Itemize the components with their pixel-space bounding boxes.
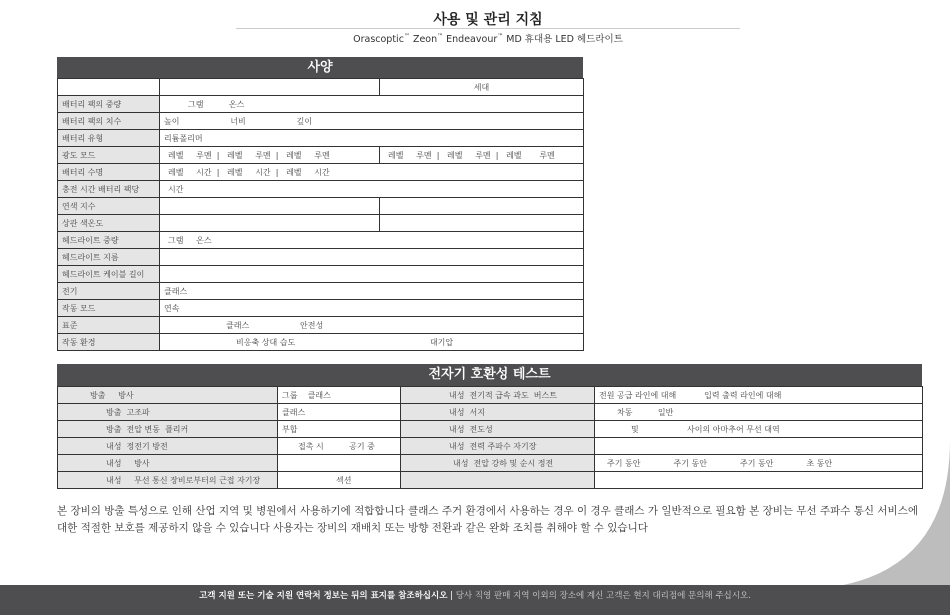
spec-generation-blank [160, 79, 380, 96]
emc-test-value: 차동 일반 [595, 404, 923, 421]
emc-header: 전자기 호환성 테스트 [57, 364, 922, 386]
emc-test-label: 내성 방사 [58, 455, 278, 472]
subtitle-description: MD 휴대용 LED 헤드라이트 [503, 34, 623, 45]
spec-row [58, 283, 584, 300]
trademark-mark: ™ [437, 32, 444, 40]
spec-value: 시간 [160, 181, 584, 198]
spec-row [58, 96, 584, 113]
footer-dealer-text: 당사 직영 판매 지역 이외의 장소에 계신 고객은 현지 대리점에 문의해 주십시오. [455, 591, 751, 601]
trademark-mark: ™ [497, 32, 504, 40]
emc-test-value: 그룹 클래스 [278, 387, 401, 404]
spec-row [58, 334, 584, 351]
subtitle-model-endeavour: Endeavour [443, 34, 498, 45]
spec-value: 비응축 상대 습도 대기압 [160, 334, 584, 351]
spec-label: 헤드라이트 지름 [58, 249, 160, 266]
spec-header: 사양 [57, 57, 583, 78]
emc-test-label: 방출 방사 [58, 387, 278, 404]
footer-decorative-curve [790, 440, 950, 600]
emc-test-value: 접촉 시 공기 중 [278, 438, 401, 455]
spec-row [58, 266, 584, 283]
spec-value: 클래스 안전성 [160, 317, 584, 334]
spec-value: 레벨 루멘 | 레벨 루멘 | 레벨 루멘 [160, 147, 380, 164]
product-subtitle [0, 31, 950, 45]
emc-test-label: 내성 정전기 방전 [58, 438, 278, 455]
spec-row [58, 130, 584, 147]
spec-value: 리튬폴리머 [160, 130, 584, 147]
spec-label: 상관 색온도 [58, 215, 160, 232]
spec-label: 연색 지수 [58, 198, 160, 215]
page-title: 사용 및 관리 지침 [433, 12, 543, 28]
spec-row [58, 232, 584, 249]
spec-value: 레벨 루멘 | 레벨 루멘 | 레벨 루멘 [380, 147, 584, 164]
emc-test-label: 방출 고조파 [58, 404, 278, 421]
emc-test-label [401, 472, 595, 489]
spec-corner-cell [58, 79, 160, 96]
spec-value [380, 198, 584, 215]
spec-value [160, 198, 380, 215]
emc-test-value: 부합 [278, 421, 401, 438]
spec-row [58, 164, 584, 181]
emc-test-label: 내성 전압 강하 및 순시 정전 [401, 455, 595, 472]
emc-row [58, 387, 923, 404]
support-footer [0, 585, 950, 615]
spec-label: 배터리 팩의 중량 [58, 96, 160, 113]
spec-label: 배터리 유형 [58, 130, 160, 147]
emc-row [58, 404, 923, 421]
emc-test-label: 방출 전압 변동 플리커 [58, 421, 278, 438]
spec-row [58, 215, 584, 232]
emc-test-label: 내성 전기적 급속 과도 버스트 [401, 387, 595, 404]
emc-test-label: 내성 전도성 [401, 421, 595, 438]
spec-label: 광도 모드 [58, 147, 160, 164]
footer-separator: | [447, 591, 456, 601]
subtitle-brand: Orascoptic [353, 34, 404, 45]
emc-test-value: 및 사이의 아마추어 무선 대역 [595, 421, 923, 438]
emc-test-value [278, 455, 401, 472]
spec-label: 배터리 수명 [58, 164, 160, 181]
spec-label: 배터리 팩의 치수 [58, 113, 160, 130]
spec-row [58, 300, 584, 317]
spec-label: 전기 [58, 283, 160, 300]
spec-value [160, 249, 584, 266]
emc-test-value: 주기 동안 주기 동안 주기 동안 초 동안 [595, 455, 923, 472]
spec-table [57, 78, 584, 351]
trademark-mark: ™ [403, 32, 410, 40]
emc-row [58, 421, 923, 438]
spec-label: 작동 환경 [58, 334, 160, 351]
spec-value: 클래스 [160, 283, 584, 300]
spec-label: 헤드라이트 중량 [58, 232, 160, 249]
spec-value: 연속 [160, 300, 584, 317]
title-divider [236, 28, 740, 29]
spec-label: 헤드라이트 케이블 길이 [58, 266, 160, 283]
emc-test-value: 전원 공급 라인에 대해 입력 출력 라인에 대해 [595, 387, 923, 404]
emc-test-value: 클래스 [278, 404, 401, 421]
spec-generation-label: 세대 [380, 79, 584, 96]
spec-label: 표준 [58, 317, 160, 334]
spec-value: 그램 온스 [160, 232, 584, 249]
spec-row [58, 317, 584, 334]
spec-label: 작동 모드 [58, 300, 160, 317]
emc-note: 본 장비의 방출 특성으로 인해 산업 지역 및 병원에서 사용하기에 적합합니다 클래스 주거 환경에서 사용하는 경우 이 경우 클래스 가 일반적으로 필요함 본 장비는 무선 주파수 통신 서비스에 대한 적절한 보호를 제공하지 않을 수 있습니다 사용자는 장비의 재배치 또는 방향 전환과 같은 완화 조치를 취해야 할 수 있습니다 [57, 505, 918, 534]
spec-row [58, 147, 584, 164]
emc-test-label: 내성 서지 [401, 404, 595, 421]
emc-test-label: 내성 무선 통신 장비로부터의 근접 자기장 [58, 472, 278, 489]
footer-support-text: 고객 지원 또는 기술 지원 연락처 정보는 뒤의 표지를 참조하십시오 [199, 591, 448, 601]
spec-generation-row [58, 79, 584, 96]
spec-row [58, 113, 584, 130]
spec-value: 레벨 시간 | 레벨 시간 | 레벨 시간 [160, 164, 584, 181]
spec-value: 높이 너비 깊이 [160, 113, 584, 130]
emc-test-value: 섹션 [278, 472, 401, 489]
spec-label: 충전 시간 배터리 팩당 [58, 181, 160, 198]
spec-value [160, 266, 584, 283]
spec-row [58, 181, 584, 198]
spec-row [58, 198, 584, 215]
spec-value: 그램 온스 [160, 96, 584, 113]
emc-test-label: 내성 전력 주파수 자기장 [401, 438, 595, 455]
spec-value [160, 215, 380, 232]
subtitle-model-zeon: Zeon [409, 34, 438, 45]
spec-row [58, 249, 584, 266]
spec-value [380, 215, 584, 232]
